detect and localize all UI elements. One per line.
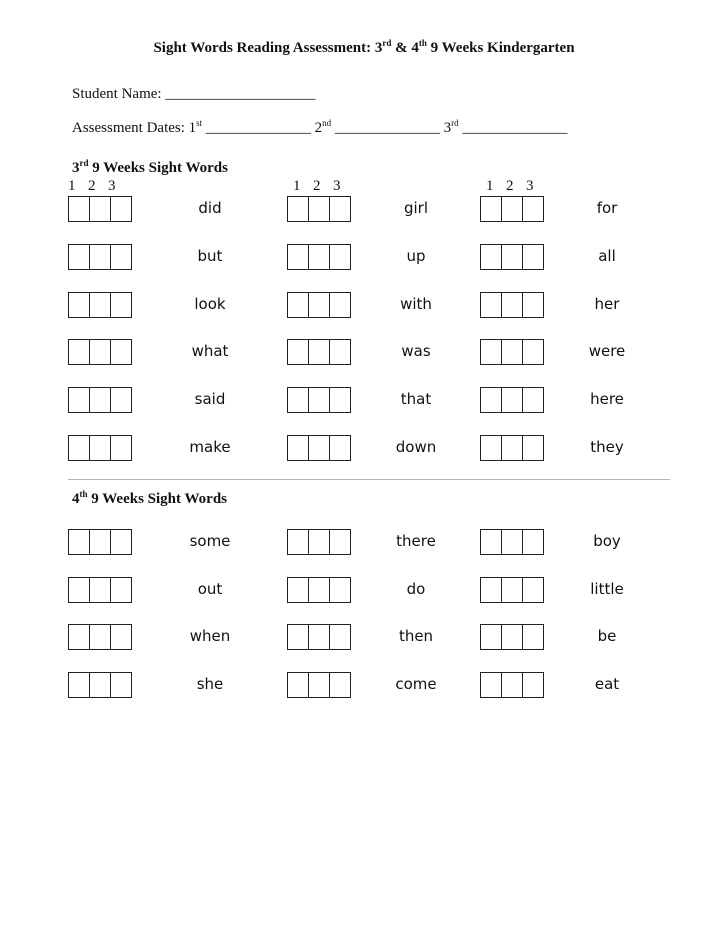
score-box-trial-2[interactable] — [501, 577, 523, 603]
sight-word: all — [598, 247, 616, 265]
score-box-trial-3[interactable] — [329, 529, 351, 555]
score-box-trial-2[interactable] — [501, 196, 523, 222]
score-box-trial-3[interactable] — [329, 244, 351, 270]
score-box-trial-2[interactable] — [89, 196, 111, 222]
sight-word: look — [194, 295, 226, 313]
score-boxes — [68, 292, 131, 318]
score-boxes — [68, 577, 131, 603]
score-boxes — [287, 624, 350, 650]
score-boxes — [68, 244, 131, 270]
score-box-trial-1[interactable] — [287, 244, 309, 270]
score-box-trial-3[interactable] — [522, 387, 544, 413]
student-name-field[interactable] — [72, 86, 315, 103]
score-box-trial-1[interactable] — [480, 435, 502, 461]
score-box-trial-2[interactable] — [308, 529, 330, 555]
score-box-trial-1[interactable] — [287, 672, 309, 698]
score-boxes — [480, 577, 543, 603]
student-name-label: Student Name: ____________________ — [72, 86, 316, 102]
score-box-trial-3[interactable] — [329, 624, 351, 650]
score-boxes — [480, 435, 543, 461]
score-box-trial-2[interactable] — [89, 339, 111, 365]
score-box-trial-3[interactable] — [110, 244, 132, 270]
sight-word: girl — [403, 199, 429, 217]
sight-word: that — [400, 390, 432, 408]
score-box-trial-2[interactable] — [89, 577, 111, 603]
sight-word: said — [194, 390, 226, 408]
score-boxes — [287, 244, 350, 270]
score-boxes — [287, 529, 350, 555]
sight-word: there — [396, 532, 436, 550]
sight-word: what — [191, 342, 229, 360]
score-box-trial-3[interactable] — [522, 624, 544, 650]
score-box-trial-1[interactable] — [287, 292, 309, 318]
score-box-trial-1[interactable] — [480, 529, 502, 555]
score-box-trial-2[interactable] — [89, 435, 111, 461]
sight-word: make — [189, 438, 231, 456]
sight-word: some — [189, 532, 231, 550]
score-box-trial-1[interactable] — [480, 196, 502, 222]
sight-word: be — [597, 627, 617, 645]
score-box-trial-1[interactable] — [480, 387, 502, 413]
score-box-trial-3[interactable] — [110, 339, 132, 365]
sight-word: do — [406, 580, 426, 598]
score-box-trial-2[interactable] — [308, 387, 330, 413]
score-box-trial-1[interactable] — [480, 577, 502, 603]
score-box-trial-2[interactable] — [89, 244, 111, 270]
score-box-trial-1[interactable] — [287, 624, 309, 650]
score-box-trial-2[interactable] — [308, 244, 330, 270]
score-boxes — [68, 672, 131, 698]
score-box-trial-1[interactable] — [287, 339, 309, 365]
score-boxes — [68, 196, 131, 222]
score-boxes — [480, 339, 543, 365]
sight-word: out — [197, 580, 223, 598]
score-box-trial-2[interactable] — [89, 292, 111, 318]
score-box-trial-3[interactable] — [522, 435, 544, 461]
score-box-trial-3[interactable] — [110, 196, 132, 222]
sight-word: then — [398, 627, 434, 645]
score-boxes — [480, 387, 543, 413]
sight-word: did — [198, 199, 222, 217]
sight-word: they — [590, 438, 624, 456]
score-boxes — [480, 672, 543, 698]
score-box-trial-1[interactable] — [68, 339, 90, 365]
score-box-trial-3[interactable] — [329, 577, 351, 603]
sight-word: here — [590, 390, 624, 408]
score-box-trial-2[interactable] — [308, 577, 330, 603]
score-box-trial-3[interactable] — [329, 387, 351, 413]
sight-word: eat — [594, 675, 620, 693]
score-boxes — [480, 624, 543, 650]
sight-word: when — [189, 627, 231, 645]
sight-word: she — [196, 675, 224, 693]
score-boxes — [287, 292, 350, 318]
score-box-trial-1[interactable] — [287, 387, 309, 413]
score-box-trial-3[interactable] — [522, 339, 544, 365]
score-boxes — [287, 196, 350, 222]
sight-word: but — [197, 247, 223, 265]
score-box-trial-2[interactable] — [308, 435, 330, 461]
score-box-trial-3[interactable] — [110, 577, 132, 603]
score-box-trial-3[interactable] — [522, 292, 544, 318]
score-box-trial-1[interactable] — [68, 435, 90, 461]
sight-word: for — [596, 199, 618, 217]
score-box-trial-1[interactable] — [68, 196, 90, 222]
score-box-trial-2[interactable] — [308, 672, 330, 698]
score-box-trial-2[interactable] — [501, 292, 523, 318]
score-box-trial-1[interactable] — [287, 529, 309, 555]
sight-word: with — [400, 295, 432, 313]
score-boxes — [68, 529, 131, 555]
trial-numbers-col2: 1 2 3 — [293, 178, 341, 194]
score-boxes — [68, 387, 131, 413]
score-box-trial-1[interactable] — [287, 435, 309, 461]
score-box-trial-1[interactable] — [287, 577, 309, 603]
score-box-trial-3[interactable] — [329, 292, 351, 318]
score-box-trial-1[interactable] — [68, 672, 90, 698]
score-box-trial-2[interactable] — [501, 624, 523, 650]
score-box-trial-1[interactable] — [480, 292, 502, 318]
score-box-trial-2[interactable] — [308, 196, 330, 222]
score-box-trial-3[interactable] — [329, 672, 351, 698]
score-box-trial-1[interactable] — [68, 577, 90, 603]
trial-numbers-col3: 1 2 3 — [486, 178, 534, 194]
section-divider — [68, 479, 670, 480]
trial-numbers-col1: 1 2 3 — [68, 178, 116, 194]
score-box-trial-2[interactable] — [89, 387, 111, 413]
score-box-trial-2[interactable] — [501, 387, 523, 413]
score-box-trial-2[interactable] — [501, 435, 523, 461]
page-title: Sight Words Reading Assessment: 3rd & 4th 9 Weeks Kindergarten — [153, 38, 575, 56]
sight-word: her — [594, 295, 620, 313]
score-box-trial-2[interactable] — [308, 624, 330, 650]
score-box-trial-2[interactable] — [89, 529, 111, 555]
score-box-trial-3[interactable] — [522, 196, 544, 222]
score-box-trial-3[interactable] — [110, 672, 132, 698]
score-box-trial-2[interactable] — [501, 244, 523, 270]
score-box-trial-3[interactable] — [329, 435, 351, 461]
score-box-trial-3[interactable] — [110, 529, 132, 555]
score-box-trial-2[interactable] — [308, 292, 330, 318]
score-box-trial-3[interactable] — [522, 529, 544, 555]
score-box-trial-1[interactable] — [68, 244, 90, 270]
section-4th-heading: 4th 9 Weeks Sight Words — [72, 489, 227, 507]
score-box-trial-3[interactable] — [329, 339, 351, 365]
sight-word: little — [590, 580, 624, 598]
score-box-trial-1[interactable] — [480, 339, 502, 365]
score-box-trial-3[interactable] — [522, 672, 544, 698]
score-boxes — [287, 387, 350, 413]
score-boxes — [68, 624, 131, 650]
score-box-trial-2[interactable] — [89, 624, 111, 650]
sight-word: was — [401, 342, 431, 360]
score-box-trial-1[interactable] — [68, 529, 90, 555]
section-3rd-heading: 3rd 9 Weeks Sight Words — [72, 158, 228, 176]
sight-word: boy — [593, 532, 621, 550]
score-box-trial-3[interactable] — [110, 624, 132, 650]
score-box-trial-2[interactable] — [89, 672, 111, 698]
score-box-trial-1[interactable] — [480, 672, 502, 698]
score-boxes — [480, 529, 543, 555]
score-boxes — [287, 435, 350, 461]
assessment-dates-field[interactable]: Assessment Dates: 1st ______________ 2nd ______________ 3rd ______________ — [72, 118, 568, 136]
score-boxes — [287, 577, 350, 603]
score-box-trial-1[interactable] — [480, 244, 502, 270]
score-boxes — [68, 339, 131, 365]
score-box-trial-3[interactable] — [329, 196, 351, 222]
score-box-trial-2[interactable] — [501, 339, 523, 365]
sight-word: down — [395, 438, 437, 456]
score-box-trial-1[interactable] — [68, 624, 90, 650]
sight-word: were — [588, 342, 626, 360]
score-box-trial-2[interactable] — [501, 529, 523, 555]
score-box-trial-3[interactable] — [110, 292, 132, 318]
score-boxes — [480, 292, 543, 318]
score-boxes — [287, 339, 350, 365]
score-box-trial-3[interactable] — [110, 387, 132, 413]
score-box-trial-3[interactable] — [522, 577, 544, 603]
sight-word: up — [406, 247, 426, 265]
score-box-trial-3[interactable] — [522, 244, 544, 270]
score-box-trial-2[interactable] — [308, 339, 330, 365]
score-boxes — [480, 196, 543, 222]
score-boxes — [287, 672, 350, 698]
score-boxes — [480, 244, 543, 270]
score-box-trial-2[interactable] — [501, 672, 523, 698]
score-boxes — [68, 435, 131, 461]
score-box-trial-1[interactable] — [68, 387, 90, 413]
score-box-trial-3[interactable] — [110, 435, 132, 461]
score-box-trial-1[interactable] — [480, 624, 502, 650]
score-box-trial-1[interactable] — [287, 196, 309, 222]
score-box-trial-1[interactable] — [68, 292, 90, 318]
sight-word: come — [395, 675, 437, 693]
